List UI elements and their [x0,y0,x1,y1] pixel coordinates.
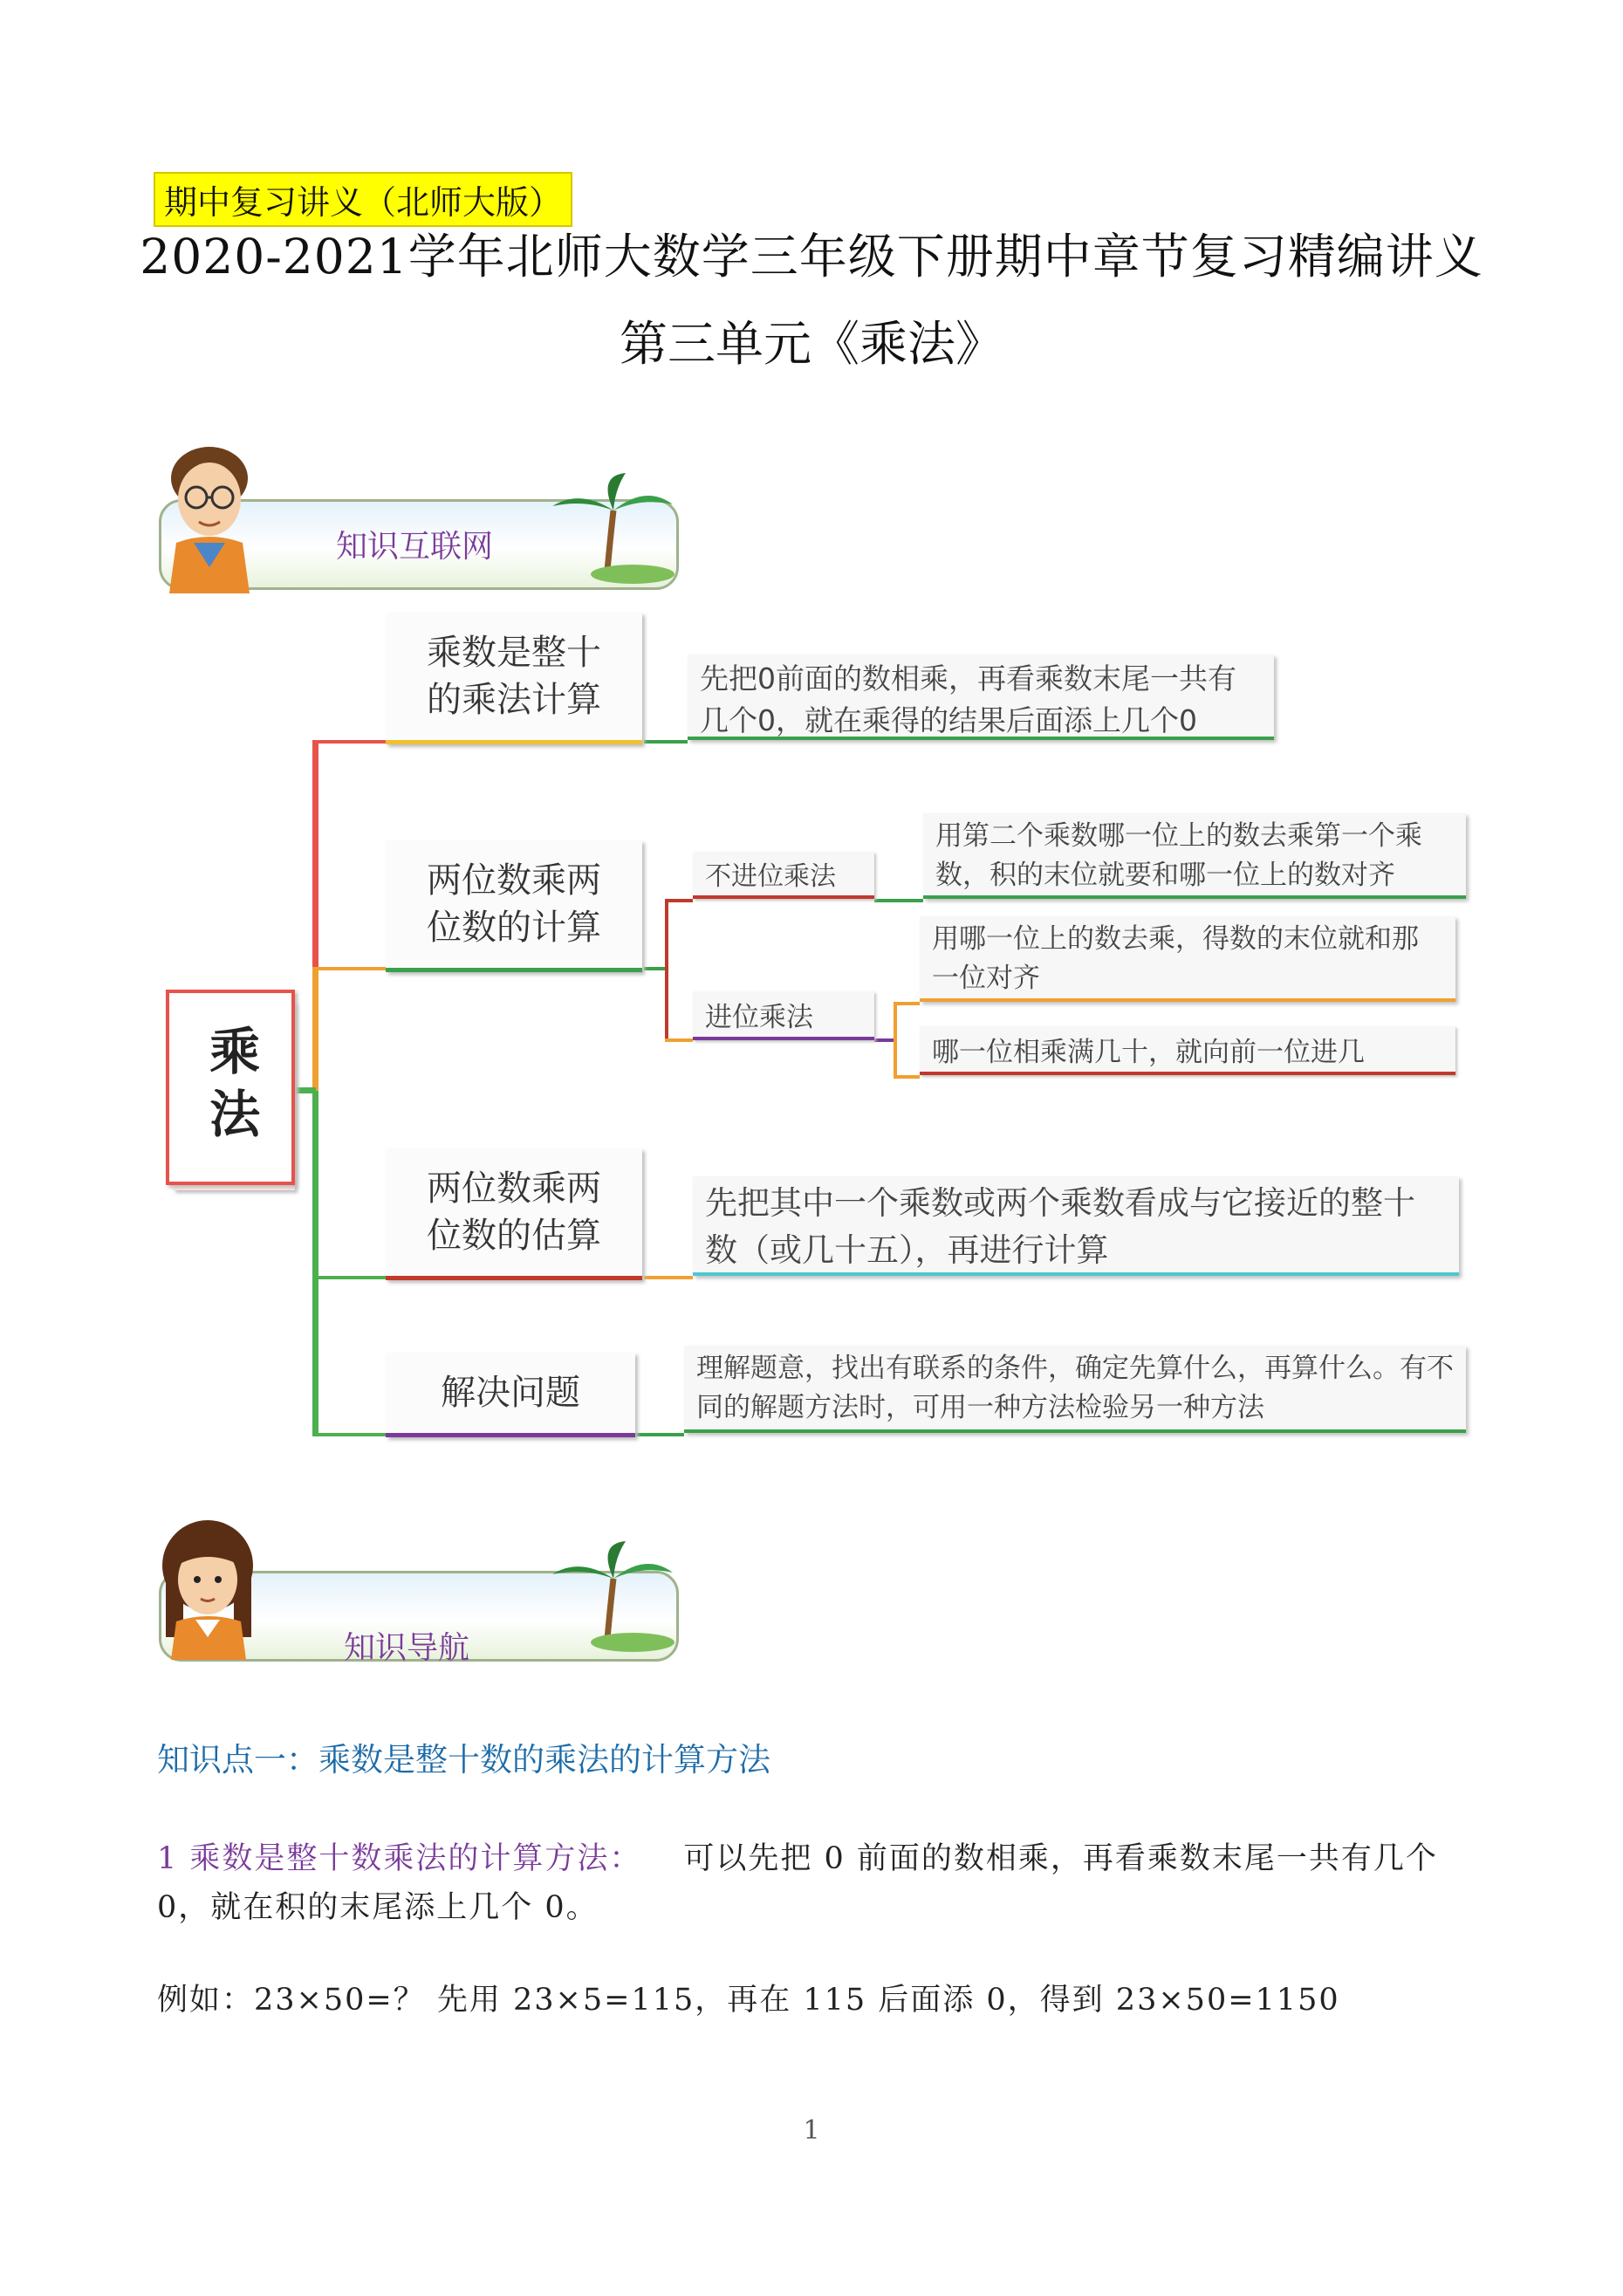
branch-label: 解决问题 [441,1373,580,1413]
connector-line [635,1433,684,1436]
connector-line [295,1087,316,1093]
note-carry-advance: 哪一位相乘满几十，就向前一位进几 [920,1026,1455,1075]
rule-label: 1 乘数是整十数乘法的计算方法： [157,1841,642,1876]
branch-label: 位数的计算 [427,908,601,948]
knowledge-point-heading: 知识点一：乘数是整十数的乘法的计算方法 [157,1741,770,1779]
note-carry-align: 用哪一位上的数去乘，得数的末位就和那一位对齐 [920,916,1455,1002]
connector-line [312,740,389,744]
connector-line [665,899,693,902]
connector-line [894,1075,920,1079]
branch-problem-solving [386,1353,635,1437]
note-no-carry: 用第二个乘数哪一位上的数去乘第一个乘数，积的末位就要和哪一位上的数对齐 [923,813,1466,899]
banner-label: 知识导航 [344,1630,470,1666]
connector-line [312,1091,318,1436]
connector-line [665,1038,693,1042]
palm-tree-icon [545,471,676,585]
rule-text: 可以先把 0 前面的数相乘，再看乘数末尾一共有几个 [683,1841,1438,1876]
root-node [166,990,295,1185]
branch-two-digit-calc [386,840,642,972]
connector-line [874,1038,895,1042]
note-estimate: 先把其中一个乘数或两个乘数看成与它接近的整十数（或几十五），再进行计算 [693,1176,1459,1276]
note-problem-solving: 理解题意，找出有联系的条件，确定先算什么，再算什么。有不同的解题方法时，可用一种方法检验另一种方法 [684,1346,1466,1433]
branch-label: 位数的估算 [427,1216,601,1256]
connector-line [644,967,667,970]
note-integer-tens: 先把0前面的数相乘，再看乘数末尾一共有几个0，就在乘得的结果后面添上几个0 [688,655,1274,740]
connector-line [312,967,389,970]
root-label: 乘法 [201,1025,261,1150]
connector-line [312,740,318,969]
branch-integer-tens-calc [386,613,642,744]
unit-title: 第三单元《乘法》 [619,316,1003,372]
connector-line [312,969,318,1091]
connector-line [665,899,668,1040]
connector-line [874,899,923,902]
branch-two-digit-estimate [386,1148,642,1280]
connector-line [312,1276,389,1279]
palm-tree-icon [545,1539,676,1653]
rule-line-2: 0，就在积的末尾添上几个 0。 [157,1890,599,1925]
example-line: 例如：23×50=？ 先用 23×5=115，再在 115 后面添 0，得到 23×50=1150 [157,1983,1340,2018]
rule-line-1 [157,1834,1438,1878]
page-title: 2020-2021学年北师大数学三年级下册期中章节复习精编讲义 [140,229,1483,284]
connector-line [312,1433,389,1436]
connector-line [644,740,688,744]
connector-line [894,1002,920,1005]
branch-label: 两位数乘两 [427,860,601,901]
sub-carry: 进位乘法 [693,991,874,1040]
branch-label: 的乘法计算 [427,680,601,720]
banner-label: 知识互联网 [336,529,494,565]
connector-line [644,1276,693,1279]
page-number: 1 [803,2115,820,2146]
boy-avatar-icon [155,428,260,593]
sub-no-carry: 不进位乘法 [693,852,874,899]
header-tag: 期中复习讲义（北师大版） [154,172,572,227]
girl-avatar-icon [154,1506,267,1660]
branch-label: 两位数乘两 [427,1169,601,1209]
connector-line [894,1002,897,1077]
branch-label: 乘数是整十 [427,633,601,673]
